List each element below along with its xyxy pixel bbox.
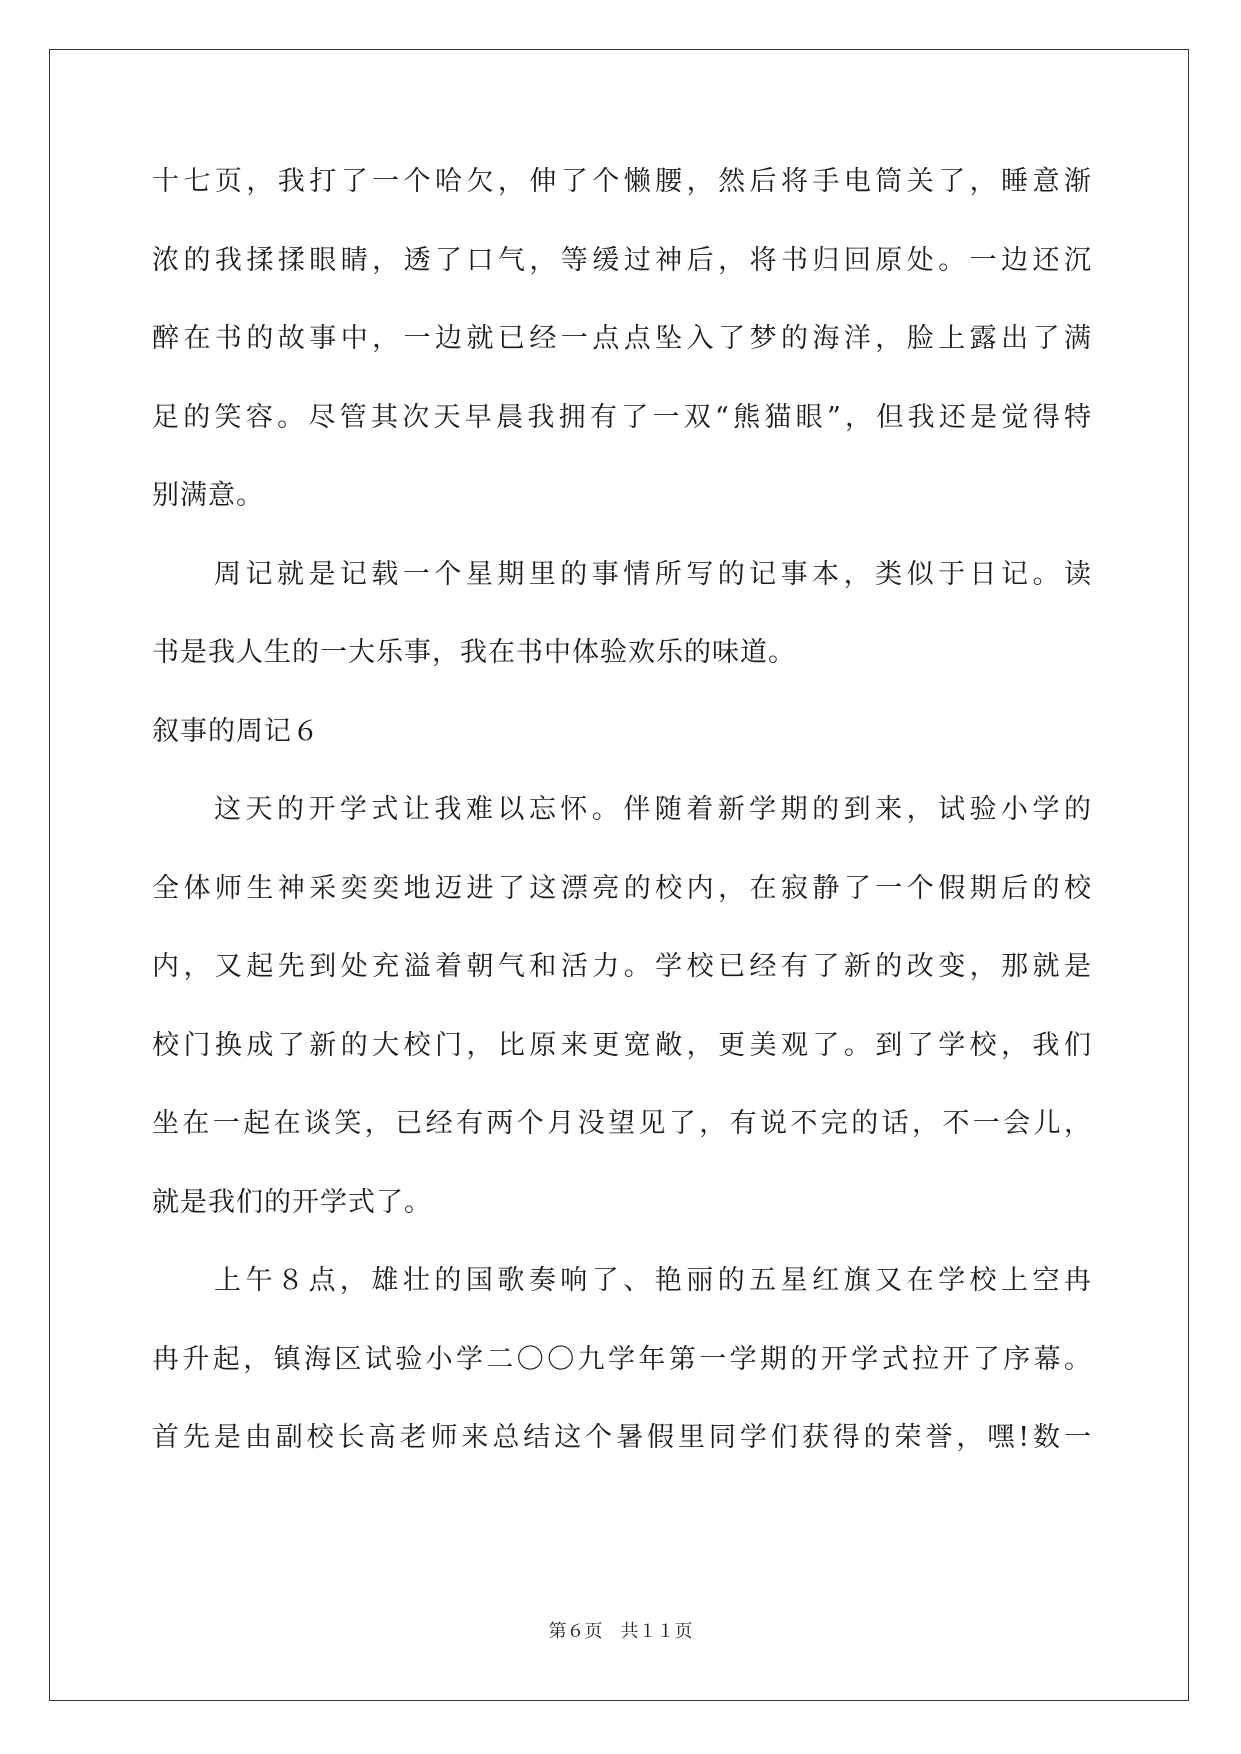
text-line: 别满意。 [152,480,264,511]
text-line: 坐在一起在谈笑，已经有两个月没望见了，有说不完的话，不一会儿， [152,1108,1092,1139]
text-line: 十七页，我打了一个哈欠，伸了个懒腰，然后将手电筒关了，睡意渐 [152,166,1092,197]
text-line: 就是我们的开学式了。 [152,1186,432,1218]
text-line: 浓的我揉揉眼睛，透了口气，等缓过神后，将书归回原处。一边还沉 [152,244,1092,276]
text-line: 书是我人生的一大乐事，我在书中体验欢乐的味道。 [152,637,796,668]
page-number: 第６页 [548,1621,603,1642]
text-line: 全体师生神采奕奕地迈进了这漂亮的校内，在寂静了一个假期后的校 [152,872,1092,904]
document-body [152,162,1092,1497]
text-line: 首先是由副校长高老师来总结这个暑假里同学们获得的荣誉，嘿!数一 [152,1422,1092,1453]
page-footer [0,1620,1241,1644]
text-line: 这天的开学式让我难以忘怀。伴随着新学期的到来，试验小学的 [214,794,1092,825]
text-line: 上午８点，雄壮的国歌奏响了、艳丽的五星红旗又在学校上空冉 [214,1265,1092,1296]
page-total: 共１１页 [620,1621,693,1642]
text-line: 校门换成了新的大校门，比原来更宽敞，更美观了。到了学校，我们 [152,1029,1092,1061]
text-line: 足的笑容。尽管其次天早晨我拥有了一双“熊猫眼”，但我还是觉得特 [152,401,1092,433]
text-line: 内，又起先到处充溢着朝气和活力。学校已经有了新的改变，那就是 [152,951,1092,982]
text-line: 冉升起，镇海区试验小学二〇〇九学年第一学期的开学式拉开了序幕。 [152,1343,1092,1375]
text-line: 周记就是记载一个星期里的事情所写的记事本，类似于日记。读 [214,558,1092,590]
text-line: 醉在书的故事中，一边就已经一点点坠入了梦的海洋，脸上露出了满 [152,323,1092,354]
section-heading: 叙事的周记６ [152,715,320,747]
